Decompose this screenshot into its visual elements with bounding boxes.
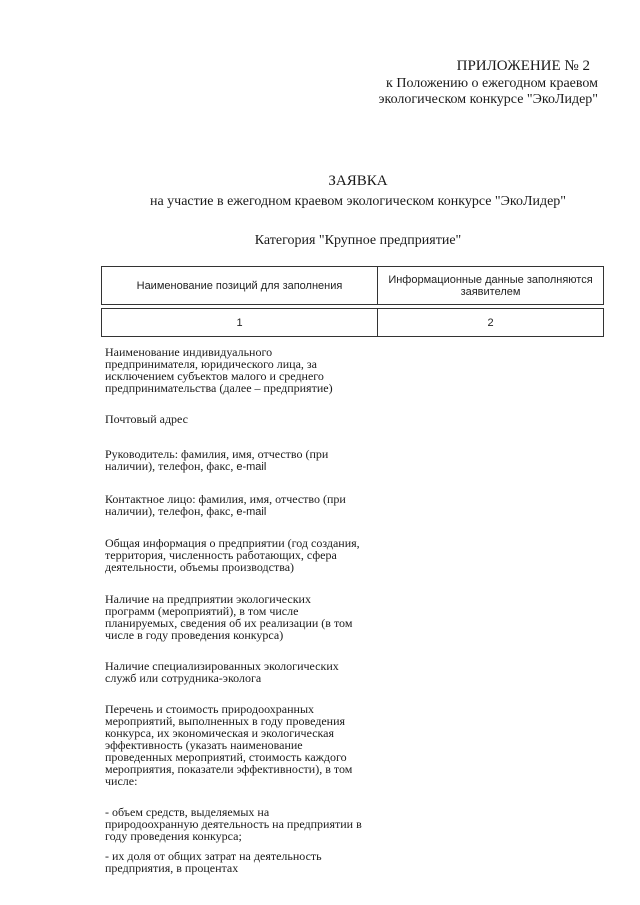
document-subtitle: на участие в ежегодном краевом экологическом конкурсе "ЭкоЛидер" xyxy=(149,194,567,209)
application-table xyxy=(101,266,604,337)
field-line xyxy=(105,460,380,473)
category-label: Категория "Крупное предприятие" xyxy=(254,233,462,248)
col1-number: 1 xyxy=(102,309,378,337)
field-line: числе: xyxy=(105,774,138,788)
field-line: служб или сотрудника-эколога xyxy=(105,671,262,685)
table-header-row xyxy=(102,267,604,305)
field-row-share xyxy=(105,850,380,874)
field-line: мероприятия, показатели эффективности), в том xyxy=(105,762,353,776)
field-line: Почтовый адрес xyxy=(105,412,189,426)
field-line: предпринимателя, юридического лица, за xyxy=(105,357,317,371)
field-line: Наличие специализированных экологических xyxy=(105,659,339,673)
field-line: предпринимательства (далее – предприятие) xyxy=(105,381,333,395)
field-row-measures xyxy=(105,703,380,787)
appendix-title: ПРИЛОЖЕНИЕ № 2 xyxy=(456,58,590,74)
field-row-director xyxy=(105,448,380,473)
field-row-name xyxy=(105,346,380,394)
field-line: конкурса, их экономическая и экологическая xyxy=(105,726,335,740)
field-row-eco-services xyxy=(105,660,380,684)
field-line: территория, численность работающих, сфера xyxy=(105,548,337,562)
field-row-funds xyxy=(105,806,380,842)
field-line: предприятия, в процентах xyxy=(105,861,239,875)
field-line: Контактное лицо: фамилия, имя, отчество (при xyxy=(105,492,346,506)
field-line: - их доля от общих затрат на деятельность xyxy=(105,849,322,863)
field-row-contact-person xyxy=(105,493,380,518)
field-line: - объем средств, выделяемых на xyxy=(105,805,270,819)
field-line: Наличие на предприятии экологических xyxy=(105,592,311,606)
field-line-text: наличии), телефон, факс, xyxy=(105,504,237,518)
appendix-block xyxy=(378,58,598,108)
field-line: Наименование индивидуального xyxy=(105,345,273,359)
col2-header: Информационные данные заполняются заявителем xyxy=(378,267,604,305)
field-line: планируемых, сведения об их реализации (в том xyxy=(105,616,353,630)
field-line: исключением субъектов малого и среднего xyxy=(105,369,324,383)
field-line-suffix: e-mail xyxy=(236,461,267,473)
field-line: эффективность (указать наименование xyxy=(105,738,303,752)
field-line: числе в году проведения конкурса) xyxy=(105,628,284,642)
field-line: деятельности, объемы производства) xyxy=(105,560,295,574)
field-line-suffix: e-mail xyxy=(236,506,267,518)
col1-header: Наименование позиций для заполнения xyxy=(102,267,378,305)
field-line: программ (мероприятий), в том числе xyxy=(105,604,299,618)
field-line: Общая информация о предприятии (год создания, xyxy=(105,536,360,550)
col2-number: 2 xyxy=(378,309,604,337)
field-line: проведенных мероприятий, стоимость каждого xyxy=(105,750,347,764)
field-line-text: наличии), телефон, факс, xyxy=(105,459,237,473)
appendix-line-1: к Положению о ежегодном краевом xyxy=(386,76,598,91)
field-line: мероприятий, выполненных в году проведения xyxy=(105,714,346,728)
field-line: году проведения конкурса; xyxy=(105,829,242,843)
field-row-eco-programs xyxy=(105,593,380,641)
field-row-postal-address xyxy=(105,413,380,425)
field-line: Руководитель: фамилия, имя, отчество (при xyxy=(105,447,329,461)
field-list xyxy=(105,346,380,874)
field-line: природоохранную деятельность на предприятии в xyxy=(105,817,362,831)
document-title: ЗАЯВКА xyxy=(328,173,388,189)
field-row-general-info xyxy=(105,537,380,573)
field-line: Перечень и стоимость природоохранных xyxy=(105,702,315,716)
appendix-line-2: экологическом конкурсе "ЭкоЛидер" xyxy=(378,92,598,107)
field-line xyxy=(105,505,380,518)
table-number-row xyxy=(102,309,604,337)
